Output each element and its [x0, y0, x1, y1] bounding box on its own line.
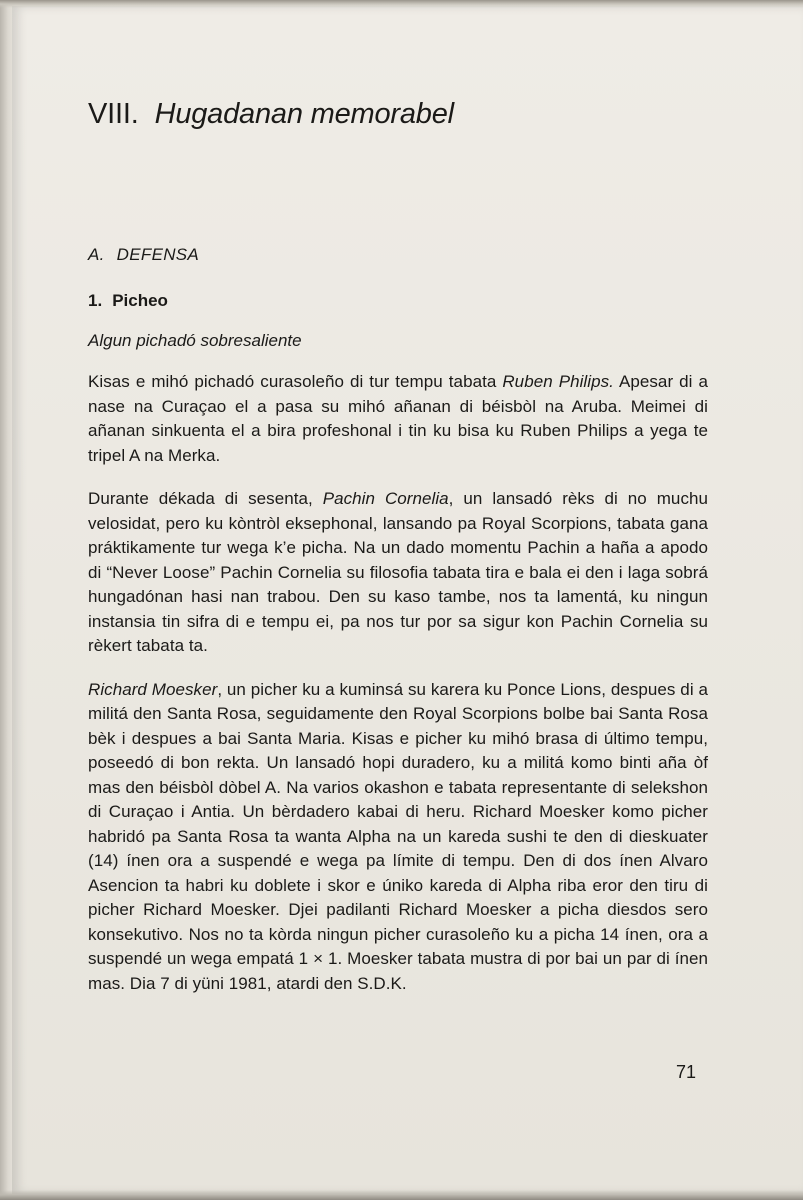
subsection-heading [88, 290, 708, 312]
chapter-heading [88, 96, 708, 132]
paragraph-pachin-cornelia [88, 487, 708, 659]
subsection-title: Picheo [112, 291, 168, 310]
chapter-number: VIII. [88, 98, 139, 130]
section-heading [88, 244, 708, 266]
player-name: Ruben Philips. [502, 372, 614, 391]
paragraph-text: Kisas e mihó pichadó curasoleño di tur tempu tabata [88, 372, 503, 391]
section-letter: A. [88, 245, 105, 264]
subheading: Algun pichadó sobresaliente [88, 331, 302, 350]
paragraph-text: Durante dékada di sesenta, [88, 489, 323, 508]
section-title: DEFENSA [116, 245, 200, 264]
paragraph-text: Apesar di a nase na Curaçao el a pasa su mihó añanan di béisbòl na Aruba. Meimei di añanan sinkuenta el a bira profeshonal i tin ku bisa ku Ruben Philips a yega te tripel A na Merka. [88, 372, 708, 465]
paragraph-richard-moesker [88, 678, 708, 997]
page-number: 71 [676, 1062, 697, 1082]
player-name: Richard Moesker [88, 679, 218, 699]
subsection-number: 1. [88, 291, 103, 310]
player-name: Pachin Cornelia [322, 489, 449, 508]
page-bottom-edge [0, 1190, 803, 1200]
page-top-edge [0, 0, 803, 8]
paragraph-text: , un picher ku a kuminsá su karera ku Ponce Lions, despues di a militá den Santa Rosa, seguidamente den Royal Scorpions bolbe bai Santa Rosa bèk i despues a bai Santa Maria. Kisas e picher ku mihó brasa di último tempu, poseedó di bon rekta. Un lansadó hopi duradero, ku a militá komo binti aña òf mas den béisbòl dòbel A. Na varios okashon e tabata representante di selekshon di Curaçao i Antia. Un bèrdadero kabai di heru. Richard Moesker komo picher habridó pa Santa Rosa ta wanta Alpha na un kareda sushi te den di dieskuater (14) ínen ora a suspendé e wega pa límite di tempu. Den di dos ínen Alvaro Asencion ta habri ku doblete i skor e úniko kareda di Alpha riba eror den tiru di picher Richard Moesker. Djei padilanti Richard Moesker a picha diesdos sero konsekutivo. Nos no ta kòrda ningun picher curasoleño ku a picha 14 ínen, ora a suspendé un wega empatá 1 × 1. Moesker tabata mustra di por bai un par di ínen mas. Dia 7 di yüni 1981, atardi den S.D.K. [88, 679, 708, 993]
page-content [88, 96, 708, 1015]
paragraph-ruben-philips [88, 370, 708, 468]
paragraph-text: , un lansadó rèks di no muchu velosidat, pero ku kòntròl eksephonal, lansando pa Royal Scorpions, tabata gana práktikamente tur wega k’e picha. Na un dado momentu Pachin a haña a apodo di “Never Loose” Pachin Cornelia su filosofia tabata tira e bala ei den i laga sobrá hungadónan hasi nan trabou. Den su kaso tambe, nos ta lamentá, ku ningun instansia tin sifra di e tempu ei, pa nos tur por sa sigur kon Pachin Cornelia su rèkert tabata ta. [88, 489, 708, 655]
chapter-title: Hugadanan memorabel [154, 98, 454, 130]
